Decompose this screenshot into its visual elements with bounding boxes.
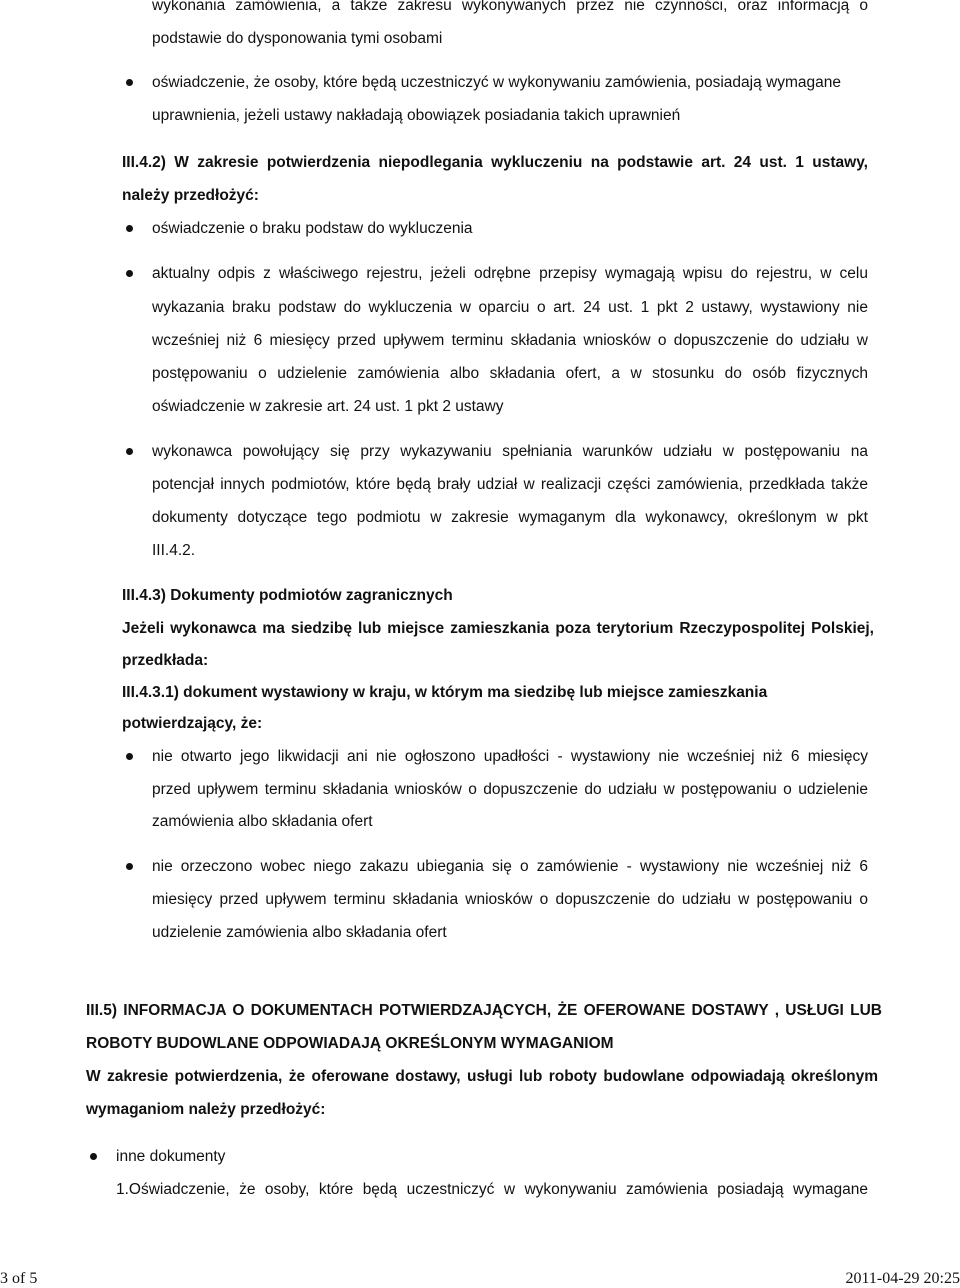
section-heading: ROBOTY BUDOWLANE ODPOWIADAJĄ OKREŚLONYM WYMAGANIOM — [86, 1035, 614, 1052]
bullet-icon — [126, 863, 133, 870]
section-heading: III.4.3) Dokumenty podmiotów zagranicznych — [122, 587, 453, 604]
bullet-icon — [126, 79, 133, 86]
section-text: przedkłada: — [122, 652, 209, 669]
section-text: Jeżeli wykonawca ma siedzibę lub miejsce zamieszkania poza terytorium Rzeczypospolitej Polskiej, — [122, 620, 874, 637]
bullet-icon — [126, 448, 133, 455]
list-item: wykonawca powołujący się przy wykazywaniu spełniania warunków udziału w postępowaniu na — [152, 443, 868, 460]
list-item: oświadczenie, że osoby, które będą uczestniczyć w wykonywaniu zamówienia, posiadają wymagane — [152, 74, 841, 91]
list-item: potencjał innych podmiotów, które będą brały udział w realizacji części zamówienia, przedkłada także — [152, 476, 868, 493]
list-item: III.4.2. — [152, 542, 196, 559]
list-item: wcześniej niż 6 miesięcy przed upływem terminu składania wniosków o dopuszczenie do udziału w — [152, 332, 868, 349]
section-subheading: III.4.3.1) dokument wystawiony w kraju, w którym ma siedzibę lub miejsce zamieszkania — [122, 684, 768, 701]
section-subheading: potwierdzający, że: — [122, 715, 263, 732]
timestamp: 2011-04-29 20:25 — [845, 1270, 960, 1287]
list-item: miesięcy przed upływem terminu składania wniosków o dopuszczenie do udziału w postępowaniu o — [152, 891, 868, 908]
paragraph-line: podstawie do dysponowania tymi osobami — [152, 30, 443, 47]
bullet-icon — [126, 225, 133, 232]
section-heading: III.5) INFORMACJA O DOKUMENTACH POTWIERDZAJĄCYCH, ŻE OFEROWANE DOSTAWY , USŁUGI LUB — [86, 1002, 882, 1019]
list-item: aktualny odpis z właściwego rejestru, jeżeli odrębne przepisy wymagają wpisu do rejestru, w celu — [152, 265, 868, 282]
bullet-icon — [90, 1153, 97, 1160]
bullet-icon — [126, 270, 133, 277]
page-number: 3 of 5 — [0, 1270, 38, 1287]
list-item: oświadczenie o braku podstaw do wykluczenia — [152, 220, 473, 237]
bullet-icon — [126, 753, 133, 760]
list-item: dokumenty dotyczące tego podmiotu w zakresie wymaganym dla wykonawcy, określonym w pkt — [152, 509, 868, 526]
list-item: oświadczenie w zakresie art. 24 ust. 1 pkt 2 ustawy — [152, 398, 504, 415]
list-item: nie orzeczono wobec niego zakazu ubiegania się o zamówienie - wystawiony nie wcześniej niż 6 — [152, 858, 868, 875]
list-item: postępowaniu o udzielenie zamówienia albo składania ofert, a w stosunku do osób fizycznych — [152, 365, 868, 382]
section-heading: należy przedłożyć: — [122, 187, 259, 204]
list-item: inne dokumenty — [116, 1148, 226, 1165]
section-text: wymaganiom należy przedłożyć: — [86, 1101, 326, 1118]
section-heading: III.4.2) W zakresie potwierdzenia niepodlegania wykluczeniu na podstawie art. 24 ust. 1 ustawy, — [122, 154, 868, 171]
list-item: zamówienia albo składania ofert — [152, 813, 373, 830]
paragraph-line: wykonania zamówienia, a także zakresu wykonywanych przez nie czynności, oraz informacją o — [152, 0, 868, 14]
list-item: przed upływem terminu składania wniosków o dopuszczenie do udziału w postępowaniu o udzielenie — [152, 781, 868, 798]
list-item: uprawnienia, jeżeli ustawy nakładają obowiązek posiadania takich uprawnień — [152, 107, 681, 124]
numbered-item: 1.Oświadczenie, że osoby, które będą uczestniczyć w wykonywaniu zamówienia posiadają wymagane — [116, 1181, 868, 1198]
list-item: udzielenie zamówienia albo składania ofert — [152, 924, 447, 941]
list-item: wykazania braku podstaw do wykluczenia w oparciu o art. 24 ust. 1 pkt 2 ustawy, wystawiony nie — [152, 299, 868, 316]
list-item: nie otwarto jego likwidacji ani nie ogłoszono upadłości - wystawiony nie wcześniej niż 6 miesięcy — [152, 748, 868, 765]
section-text: W zakresie potwierdzenia, że oferowane dostawy, usługi lub roboty budowlane odpowiadają określonym — [86, 1068, 878, 1085]
